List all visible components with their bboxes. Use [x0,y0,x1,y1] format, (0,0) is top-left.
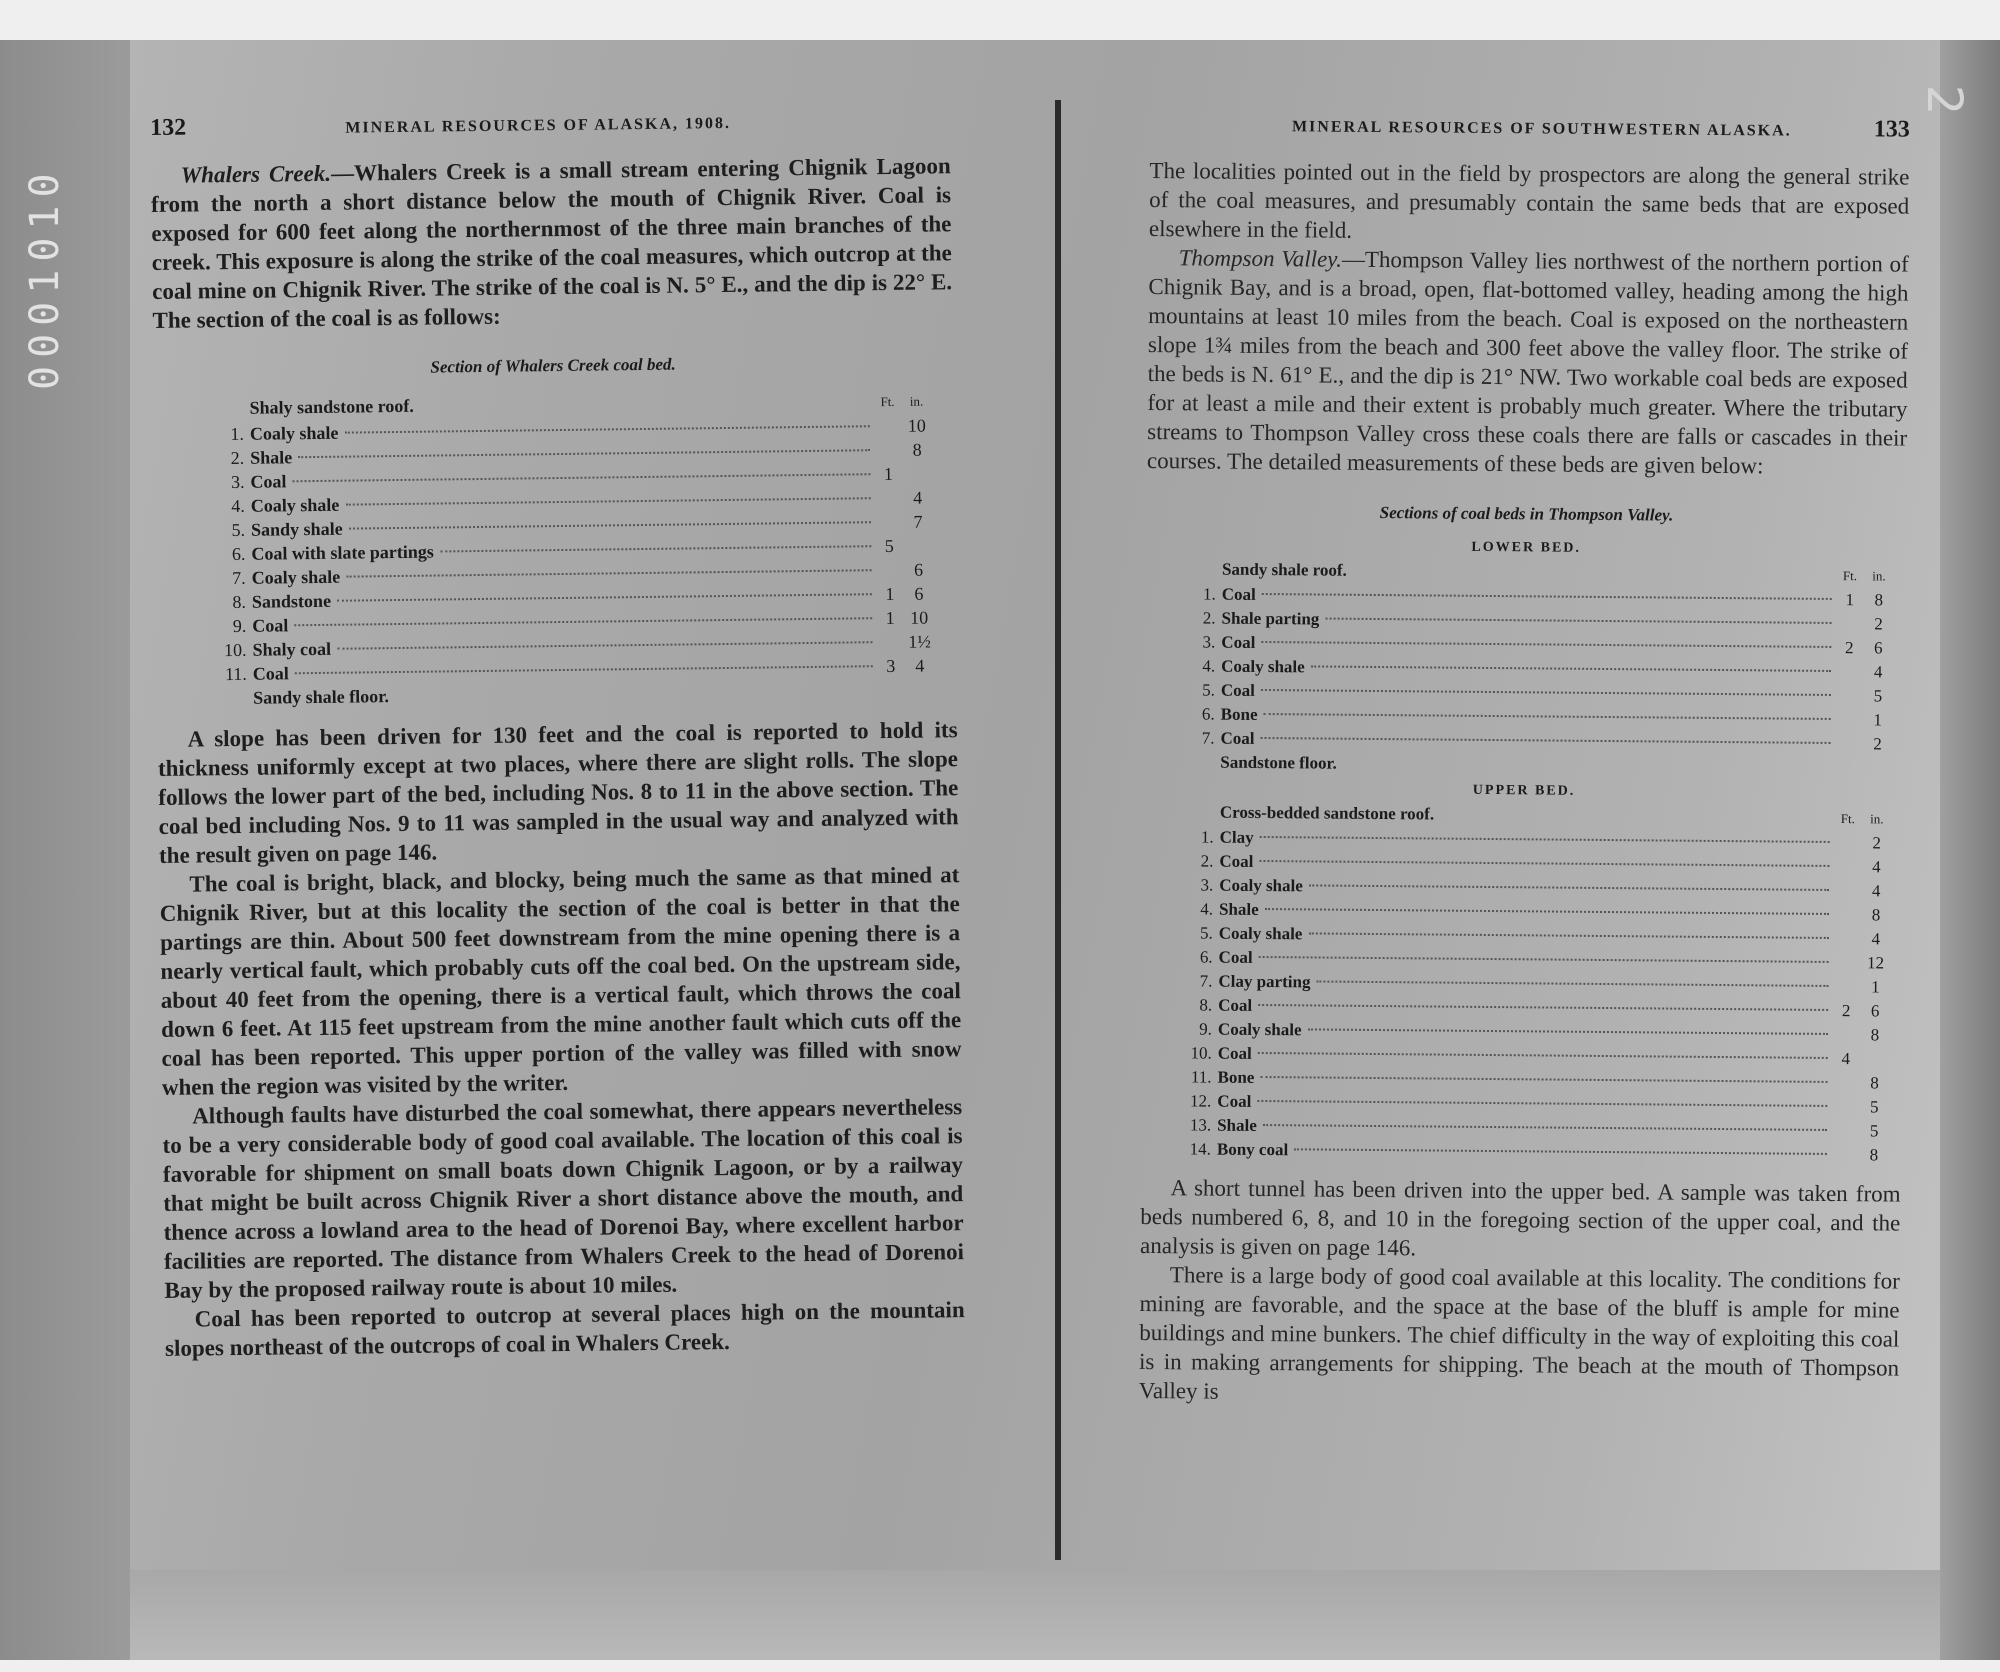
col-ft-header: Ft. [1840,811,1855,827]
row-number: 3. [1202,632,1216,652]
row-number: 13. [1189,1115,1212,1135]
row-label: Shale [1218,899,1259,919]
leader-dots [1259,956,1829,963]
film-margin-right [1916,40,2000,1660]
row-label: Coal [1219,851,1254,871]
body-paragraph: Although faults have disturbed the coal somewhat, there appears nevertheless to be a very considerable body of good coal available. The location of this coal is favorable for shipment on small boats down Chignik Lagoon, or by a railway that might be built across Chignik River a short distance above the mouth, and thence across a lowland area to the head of Dorenoi Bay, where excellent harbor facilities are reported. The distance from Whalers Creek to the head of Dorenoi Bay by the proposed railway route is about 10 miles. [162,1094,965,1303]
row-inches: 10 [907,415,926,436]
leader-dots [1316,980,1828,986]
row-label: Shale parting [1221,608,1320,629]
frame-mark: 2 [1916,84,1972,116]
film-margin-bottom [130,1570,1940,1660]
running-head [150,105,950,155]
row-number: 8. [232,591,247,613]
row-number: 4. [231,495,245,517]
row-number: 9. [1199,1019,1213,1039]
section-rows [1181,825,1894,1167]
row-number: 10. [1190,1043,1212,1063]
roof-label: Cross-bedded sandstone roof. [1219,802,1435,824]
col-ft-header: Ft. [1842,568,1858,584]
leader-dots [346,569,871,577]
row-inches: 4 [1873,662,1883,682]
floor-label: Sandstone floor. [1220,752,1337,773]
row-label: Coal [1220,680,1256,700]
row-inches: 10 [910,607,929,628]
row-label: Clay [1219,827,1254,847]
row-feet: 1 [885,607,895,629]
leader-dots [1261,689,1831,696]
row-label: Sandstone [251,590,332,612]
col-in-header: in. [1870,811,1884,827]
row-label: Coaly shale [250,494,340,516]
row-label: Coal [252,615,289,636]
section-caption: Section of Whalers Creek coal bed. [430,354,676,377]
leader-dots [1260,836,1830,843]
leader-dots [295,665,873,674]
leader-dots [1263,1124,1827,1131]
body-paragraphs [157,715,965,1363]
row-inches: 6 [1874,638,1883,658]
row-label: Coaly shale [1217,1019,1302,1040]
row-feet: 2 [1845,638,1854,658]
row-number: 6. [231,543,246,565]
row-label: Coal [1221,632,1256,652]
row-number: 1. [1200,827,1214,847]
body-paragraph: The coal is bright, black, and blocky, being much the same as that mined at Chignik River, but at this locality the section of the coal is better in that the partings are thin. About 500 feet downstream from the mine opening there is a nearly vertical fault, which probably cuts off the coal bed. On the upstream side, about 40 feet from the opening, there is a vertical fault, which throws the coal down 6 feet. At 115 feet upstream from the mine another fault which cuts off the coal has been reported. This upper portion of the valley was filled with snow when the region was visited by the writer. [159,862,962,1100]
row-label: Coal [1217,1043,1252,1063]
film-margin-left [0,40,130,1660]
row-number: 8. [1199,995,1213,1015]
row-label: Bony coal [1216,1139,1289,1160]
row-feet: 2 [1841,1001,1851,1021]
row-inches: 4 [915,655,925,676]
row-inches: 8 [1869,1145,1879,1165]
leader-dots [344,425,869,433]
paragraph-text: —Whalers Creek is a small stream entering Chignik Lagoon from the north a short distance below the mouth of Chignik River. Coal is exposed for 600 feet along the northernmost of the three main branches of the creek. This exposure is along the strike of the coal measures, which outcrop at the coal mine on Chignik River. The strike of the coal is N. 5° E., and the dip is 22° E. The section of the coal is as follows: [150,153,953,333]
row-label: Coal [1221,584,1256,604]
row-inches: 6 [913,559,924,580]
leader-dots [349,521,871,529]
row-number: 7. [1199,971,1213,991]
row-label: Coal [1217,1091,1252,1111]
row-label: Coaly shale [249,422,339,444]
book-spine [1055,100,1061,1560]
row-feet: 3 [886,655,896,677]
row-label: Shale [1217,1115,1257,1135]
leader-dots [1259,860,1829,867]
leader-dots [292,473,870,482]
leader-dots [1308,932,1828,939]
row-number: 4. [1200,899,1214,919]
row-inches: 7 [913,511,923,532]
row-number: 5. [1199,923,1213,943]
row-number: 4. [1202,656,1216,676]
body-paragraph: There is a large body of good coal available at this locality. The conditions for mining are favorable, and the space at the base of the bluff is ample for mine buildings and mine bunkers. The chief difficulty in the way of exploiting this coal is in making arrangements for shipping. The beach at the mouth of Thompson Valley is [1138,1262,1900,1404]
leader-dots [1260,1076,1827,1083]
section-rows [1184,582,1895,756]
row-label: Shaly coal [252,638,332,660]
row-number: 6. [1201,704,1215,724]
row-label: Coal with slate partings [251,541,434,564]
leader-dots [1311,665,1831,672]
row-inches: 2 [1874,614,1883,634]
row-inches: 4 [1872,857,1881,877]
row-number: 6. [1199,947,1213,967]
row-inches: 6 [1870,1001,1880,1021]
row-inches: 2 [1872,833,1881,853]
roof-label: Sandy shale roof. [1221,559,1347,580]
lower-bed-table [1184,557,1896,780]
row-number: 11. [224,663,247,685]
col-in-header: in. [1872,568,1886,584]
row-label: Shale [250,447,293,468]
row-feet: 4 [1841,1049,1851,1069]
opening-paragraph: The localities pointed out in the field by prospectors are along the general strike of the coal measures, and presumably contain the same beds that are exposed elsewhere in the field. [1148,157,1910,243]
leader-dots [1261,641,1831,648]
row-number: 14. [1189,1139,1212,1159]
row-number: 1. [230,423,245,445]
leader-dots [1264,713,1831,720]
left-page [150,105,968,1555]
lower-bed-heading: LOWER BED. [1471,539,1581,556]
leader-dots [1265,908,1829,915]
row-number: 7. [232,567,246,589]
roof-label: Shaly sandstone roof. [249,395,414,418]
row-inches: 5 [1869,1097,1879,1117]
leader-dots [1308,1028,1828,1035]
row-inches: 12 [1867,953,1885,973]
row-label: Coal [252,663,289,684]
row-inches: 1 [1871,977,1880,997]
row-inches: 8 [1874,590,1884,610]
upper-bed-table [1181,800,1894,1167]
row-label: Coaly shale [1219,875,1303,896]
row-label: Coaly shale [1221,656,1305,677]
paragraph-text: —Thompson Valley lies northwest of the northern portion of Chignik Bay, and is a broad, open, flat-bottomed valley, heading among the high mountains at least 10 miles from the beach. Coal is exposed on the northeastern slope 1¾ miles from the beach and 300 feet above the valley floor. The strike of the beds is N. 61° E., and the dip is 21° NW. Two workable coal beds are exposed for at least a mile and their extent is probably much greater. Where the tributary streams to Thompson Valley cross these coals there are falls or cascades in their courses. The detailed measurements of these beds are given below: [1146,246,1909,479]
leader-dots [337,641,872,650]
row-number: 10. [223,639,247,661]
leader-dots [298,449,870,458]
row-inches: 8 [1870,1073,1879,1093]
paragraph-lead: Thompson Valley. [1178,245,1343,272]
row-label: Bone [1217,1067,1255,1087]
row-label: Clay parting [1218,971,1311,992]
row-label: Sandy shale [250,518,343,540]
row-number: 11. [1190,1067,1212,1087]
row-inches: 2 [1873,734,1882,754]
page-number: 132 [150,114,187,141]
row-inches: 6 [914,583,924,604]
row-feet: 1 [883,463,894,485]
row-number: 5. [231,519,246,541]
leader-dots [1294,1148,1827,1155]
leader-dots [1325,618,1831,624]
row-label: Bone [1220,704,1258,724]
row-inches: 4 [1871,881,1881,901]
col-in-header: in. [909,393,924,409]
row-inches: 5 [1873,686,1883,706]
row-inches: 1½ [908,631,931,652]
row-inches: 8 [912,439,922,460]
row-feet: 1 [1845,590,1855,610]
row-inches: 4 [913,487,923,508]
floor-label: Sandy shale floor. [253,686,390,708]
paragraph-lead: Whalers Creek. [180,160,332,188]
row-label: Coaly shale [251,566,341,588]
row-number: 2. [1200,851,1214,871]
row-number: 9. [232,615,247,637]
section-table [213,387,937,710]
leader-dots [294,617,872,626]
body-paragraph: Coal has been reported to outcrop at several places high on the mountain slopes northeast of the outcrops of coal in Whalers Creek. [164,1297,965,1361]
running-head-title: MINERAL RESOURCES OF ALASKA, 1908. [345,114,732,137]
row-number: 5. [1202,680,1216,700]
row-number: 7. [1201,728,1215,748]
row-inches: 4 [1871,929,1881,949]
body-paragraph: A short tunnel has been driven into the upper bed. A sample was taken from beds numbered 6, 8, and 10 in the foregoing section of the upper coal, and the analysis is given on page 146. [1139,1175,1901,1261]
right-page [1137,110,1910,1557]
row-number: 3. [1200,875,1214,895]
col-ft-header: Ft. [880,393,895,410]
leader-dots [345,497,870,505]
running-head [1150,110,1910,157]
row-inches: 8 [1871,905,1881,925]
upper-bed-heading: UPPER BED. [1472,782,1576,799]
reel-number: 0001010 [22,165,68,390]
row-number: 2. [1202,608,1216,628]
leader-dots [1258,1052,1828,1059]
row-feet: 5 [884,535,894,557]
row-number: 12. [1190,1091,1212,1111]
row-inches: 5 [1869,1121,1879,1141]
leader-dots [1257,1100,1827,1107]
running-head-title: MINERAL RESOURCES OF SOUTHWESTERN ALASKA. [1291,118,1792,140]
intro-paragraph [151,151,953,335]
row-label: Coal [1218,995,1253,1015]
row-number: 3. [230,471,245,493]
row-label: Coal [1220,728,1255,748]
body-paragraph: A slope has been driven for 130 feet and the coal is reported to hold its thickness uniformly except at two places, where there are slight rolls. The slope follows the lower part of the bed, including Nos. 8 to 11 in the above section. The coal bed including Nos. 9 to 11 was sampled in the usual way and analyzed with the result given on page 146. [157,717,959,868]
leader-dots [337,593,872,602]
floor-row [1184,750,1894,780]
row-label: Coal [250,471,287,492]
leader-dots [1261,737,1831,744]
row-inches: 1 [1873,710,1883,730]
row-number: 2. [230,447,245,469]
row-number: 1. [1202,584,1216,604]
leader-dots [440,545,871,552]
row-inches: 8 [1870,1025,1880,1045]
row-label: Coal [1218,947,1253,967]
section-caption: Sections of coal beds in Thompson Valley. [1379,503,1674,525]
thompson-paragraph [1147,243,1909,482]
section-rows [214,413,937,686]
body-paragraphs [1139,1173,1901,1412]
row-feet: 1 [885,583,895,605]
leader-dots [1262,593,1832,600]
page-number: 133 [1873,116,1910,143]
leader-dots [1309,884,1829,891]
leader-dots [1258,1004,1828,1011]
row-label: Coaly shale [1218,923,1303,944]
